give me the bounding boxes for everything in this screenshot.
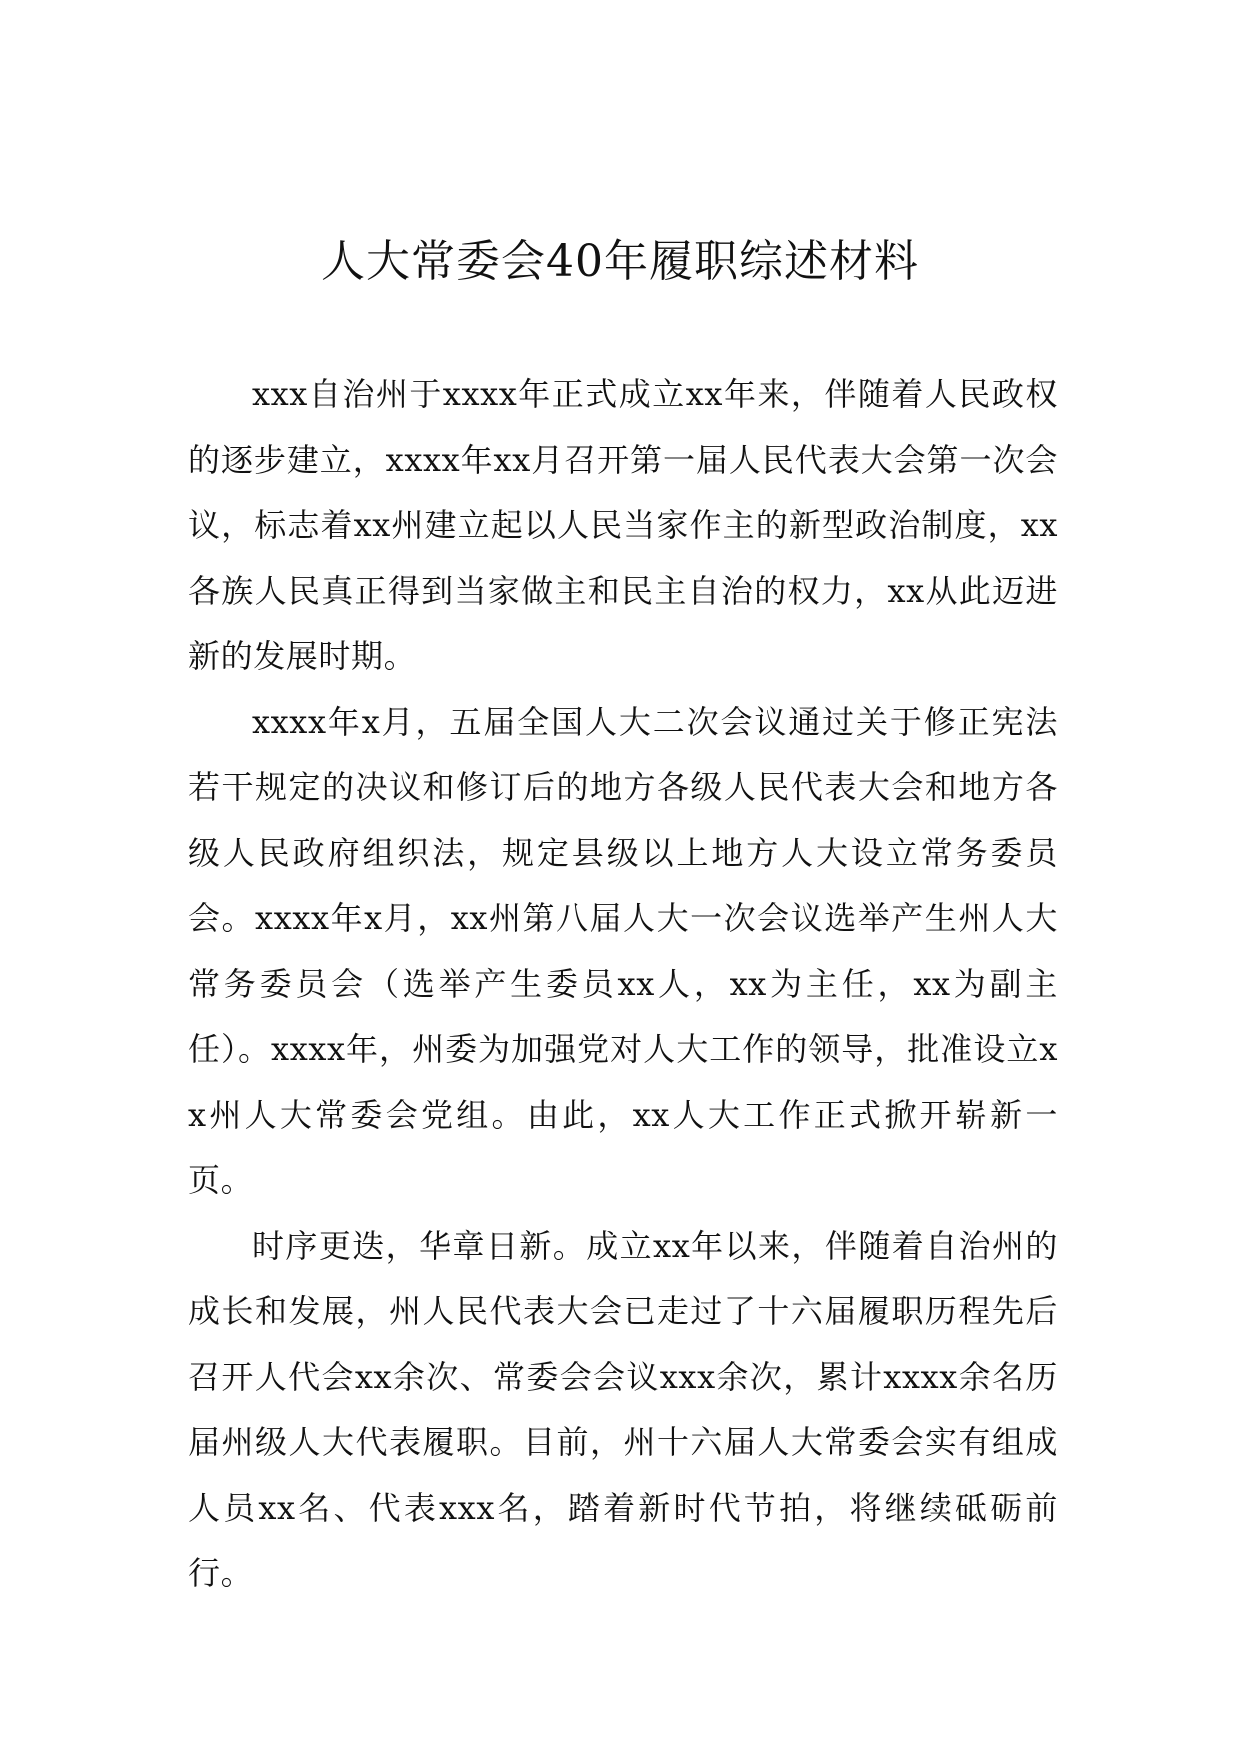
paragraph-2: xxxx年x月，五届全国人大二次会议通过关于修正宪法若干规定的决议和修订后的地方各级人民代表大会和地方各级人民政府组织法，规定县级以上地方人大设立常务委员会。xxxx年x月，xx州第八届人大一次会议选举产生州人大常务委员会（选举产生委员xx人，xx为主任，xx为副主任）。xxxx年，州委为加强党对人大工作的领导，批准设立xx州人大常委会党组。由此，xx人大工作正式掀开崭新一页。 bbox=[188, 702, 1058, 1199]
paragraph-3: 时序更迭，华章日新。成立xx年以来，伴随着自治州的成长和发展，州人民代表大会已走过了十六届履职历程先后召开人代会xx余次、常委会会议xxx余次，累计xxxx余名历届州级人大代表履职。目前，州十六届人大常委会实有组成人员xx名、代表xxx名，踏着新时代节拍，将继续砥砺前行。 bbox=[188, 1226, 1058, 1592]
paragraph-1: xxx自治州于xxxx年正式成立xx年来，伴随着人民政权的逐步建立，xxxx年xx月召开第一届人民代表大会第一次会议，标志着xx州建立起以人民当家作主的新型政治制度，xx各族人民真正得到当家做主和民主自治的权力，xx从此迈进新的发展时期。 bbox=[188, 375, 1058, 675]
document-body bbox=[188, 362, 1058, 1607]
document-title: 人大常委会40年履职综述材料 bbox=[321, 236, 919, 287]
